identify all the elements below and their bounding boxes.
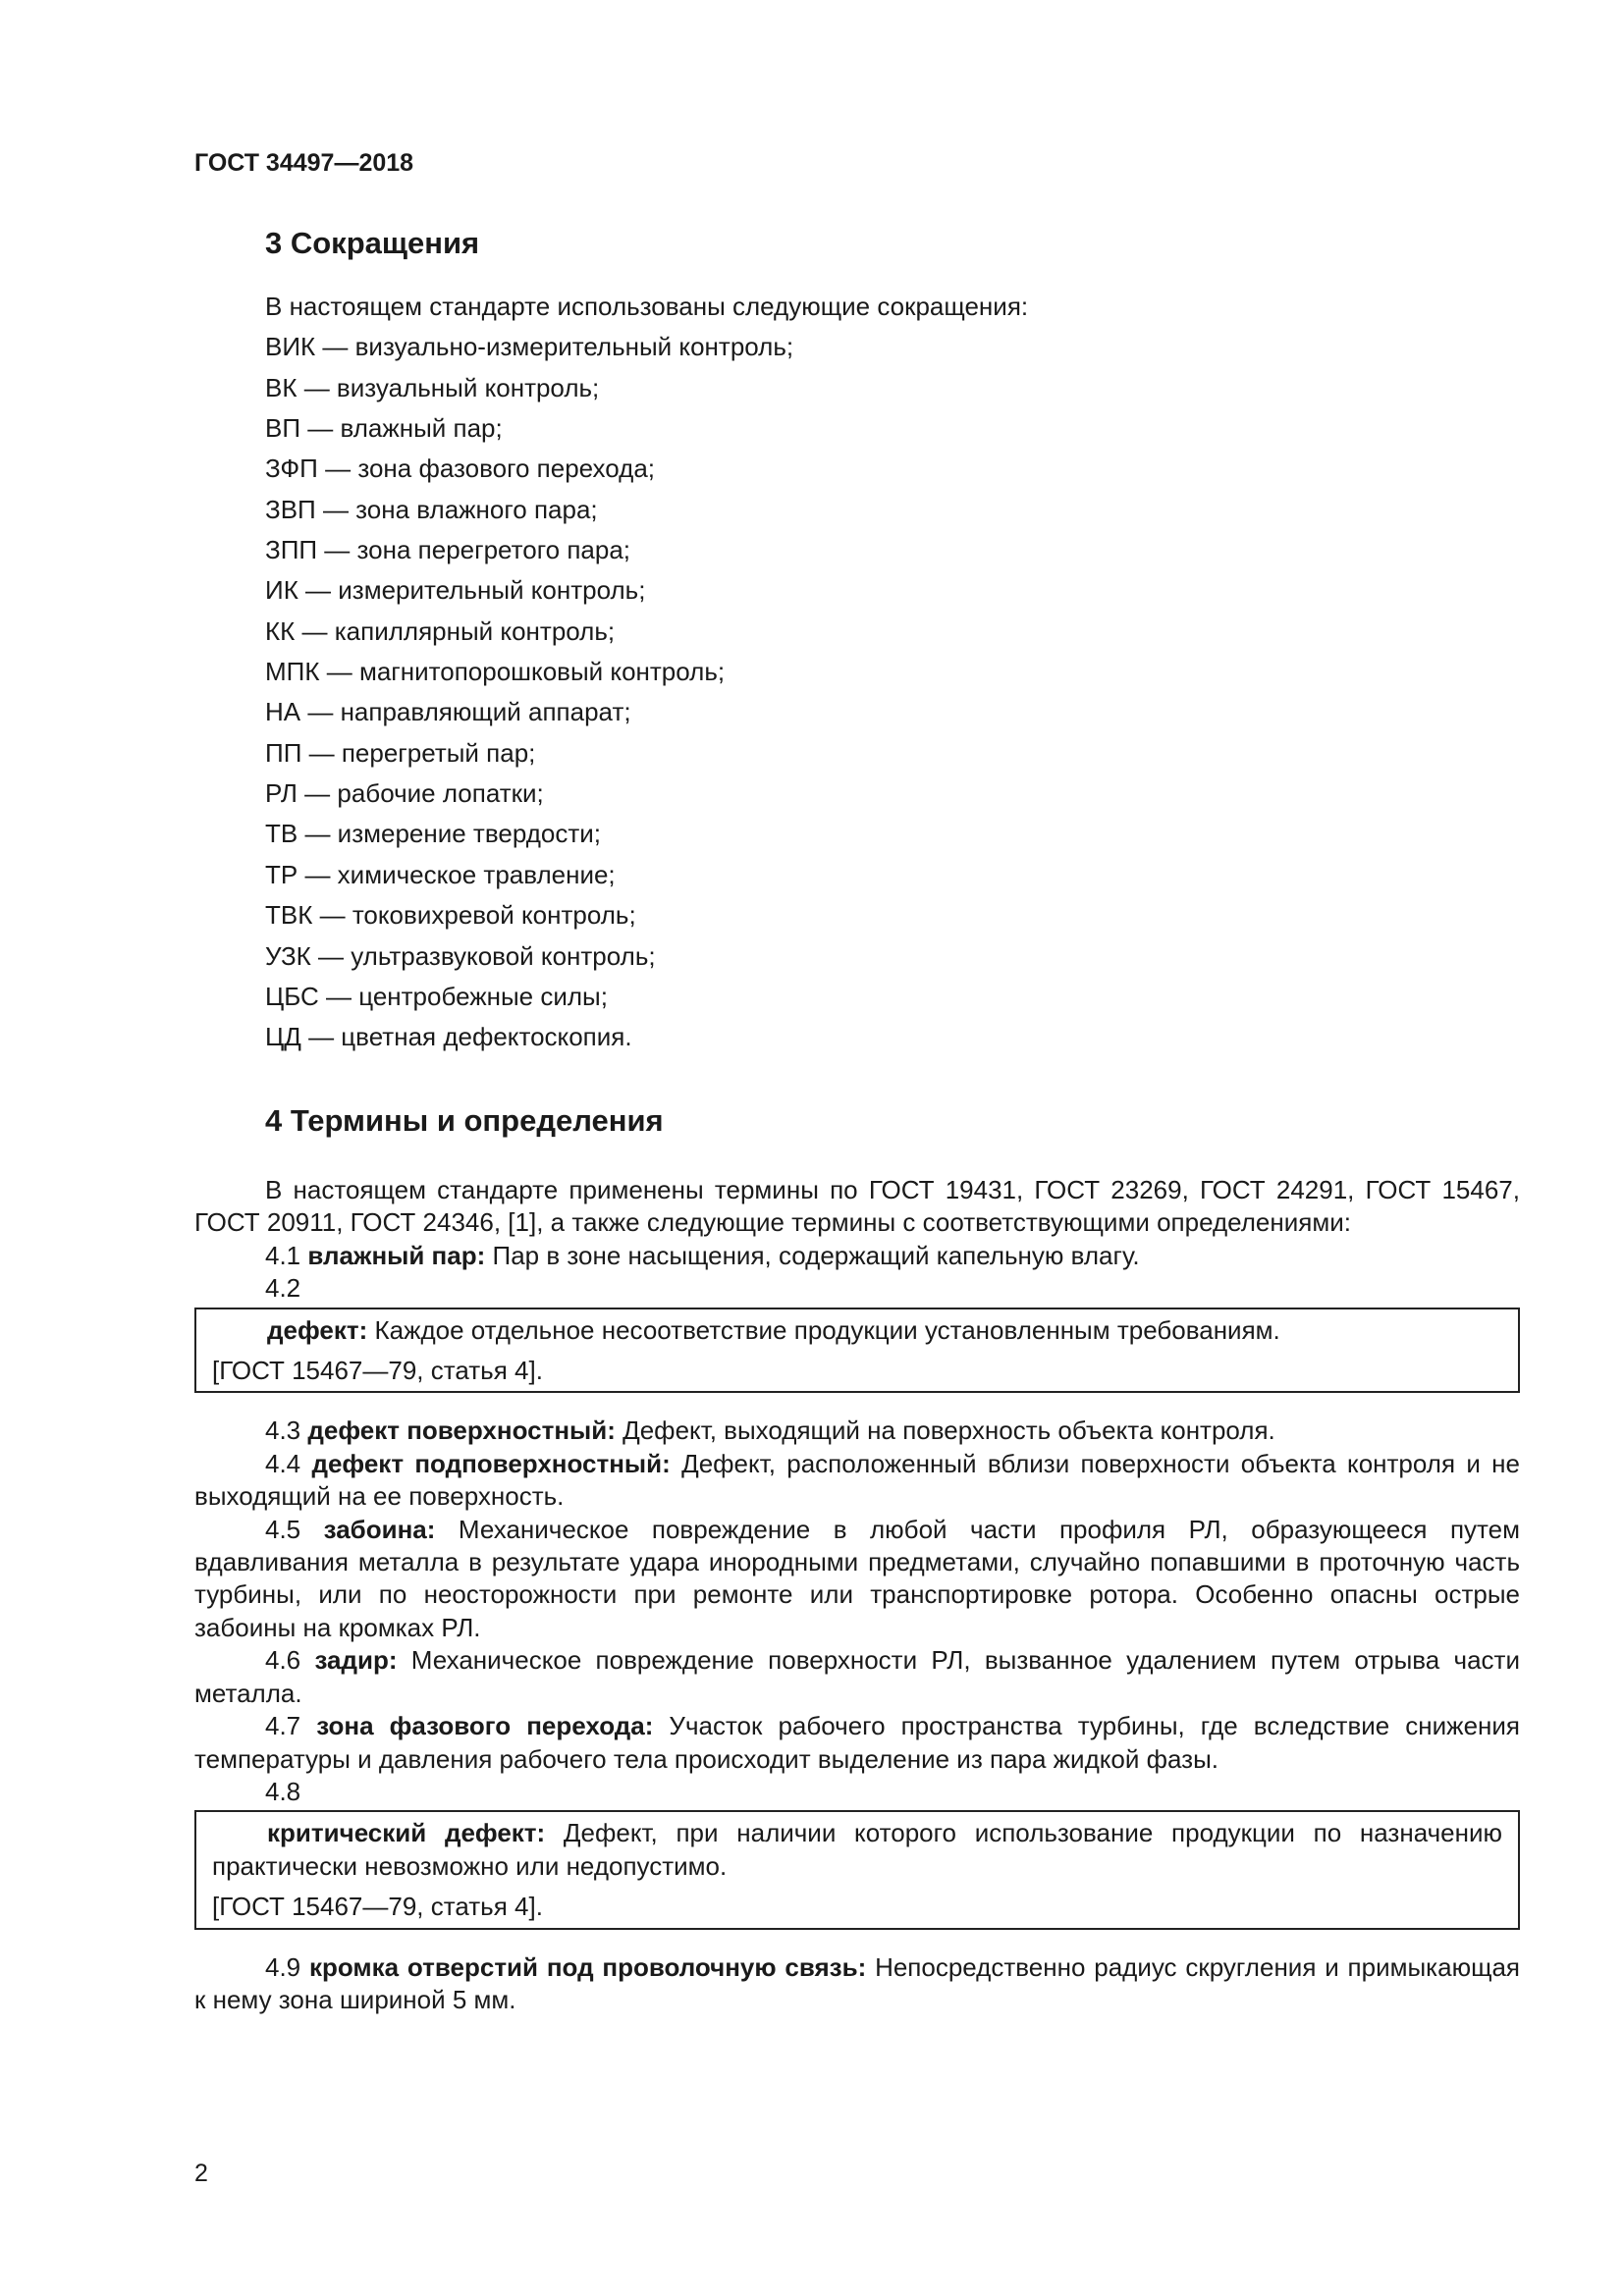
section-4-title: 4 Термины и определения <box>265 1103 664 1138</box>
term-definition: Пар в зоне насыщения, содержащий капельную влагу. <box>492 1240 1140 1270</box>
term-name: кромка отверстий под проволочную связь: <box>308 1951 867 1982</box>
term-definition: Механическое повреждение в любой части профиля РЛ, образующееся путем вдавливания металла в результате удара инородными предметами, случайно попавшими в проточную часть турбины, или по неосторожности при ремонте или транспортировке ротора. Особенно опасны острые забоины на кромках РЛ. <box>194 1514 1520 1642</box>
section-4-intro: В настоящем стандарте применены термины по ГОСТ 19431, ГОСТ 23269, ГОСТ 24291, ГОСТ 15467, ГОСТ 20911, ГОСТ 24346, [1], а также следующие термины с соответствующими определениями: <box>194 1175 1520 1238</box>
term-name: влажный пар: <box>307 1240 486 1270</box>
document-header: ГОСТ 34497—2018 <box>194 149 414 177</box>
term-source: [ГОСТ 15467—79, статья 4]. <box>212 1356 543 1386</box>
list-item: ЦД — цветная дефектоскопия. <box>265 1022 632 1052</box>
list-item: УЗК — ультразвуковой контроль; <box>265 940 656 971</box>
term-4-2-number: 4.2 <box>265 1273 301 1304</box>
term-4-8-number: 4.8 <box>265 1776 301 1806</box>
term-number: 4.4 <box>265 1448 301 1478</box>
term-number: 4.6 <box>265 1645 301 1676</box>
term-4-8-box <box>194 1810 1520 1929</box>
term-name: дефект поверхностный: <box>307 1415 616 1446</box>
term-number: 4.5 <box>265 1514 301 1544</box>
term-4-8 <box>196 1817 1518 1883</box>
list-item: МПК — магнитопорошковый контроль; <box>265 657 726 687</box>
term-definition: Каждое отдельное несоответствие продукции установленным требованиям. <box>374 1314 1280 1345</box>
list-item: РЛ — рабочие лопатки; <box>265 778 544 809</box>
term-number: 4.9 <box>265 1951 301 1982</box>
term-name: критический дефект: <box>267 1818 546 1848</box>
list-item: ВП — влажный пар; <box>265 413 503 444</box>
term-number: 4.3 <box>265 1415 301 1446</box>
list-item: ТВК — токовихревой контроль; <box>265 900 636 931</box>
term-4-3 <box>194 1415 1520 1447</box>
abbreviations-intro: В настоящем стандарте использованы следующие сокращения: <box>265 292 1029 321</box>
list-item: ЗПП — зона перегретого пара; <box>265 535 631 565</box>
list-item: ПП — перегретый пар; <box>265 737 536 768</box>
term-4-5 <box>194 1514 1520 1645</box>
list-item: ВК — визуальный контроль; <box>265 372 600 402</box>
term-definition: Дефект, при наличии которого использование продукции по назначению практически невозможно или недопустимо. <box>212 1818 1502 1881</box>
term-name: зона фазового перехода: <box>316 1711 654 1741</box>
list-item: ВИК — визуально-измерительный контроль; <box>265 332 794 362</box>
term-name: дефект: <box>267 1314 368 1345</box>
term-number: 4.1 <box>265 1240 301 1270</box>
term-definition: Участок рабочего пространства турбины, где вследствие снижения температуры и давления рабочего тела происходит выделение из пара жидкой фазы. <box>194 1711 1520 1774</box>
term-definition: Механическое повреждение поверхности РЛ, вызванное удалением путем отрыва части металла. <box>194 1645 1520 1708</box>
term-4-9 <box>194 1951 1520 2017</box>
term-name: задир: <box>314 1645 398 1676</box>
list-item: ЗВП — зона влажного пара; <box>265 494 598 524</box>
list-item: КК — капиллярный контроль; <box>265 615 616 646</box>
term-source: [ГОСТ 15467—79, статья 4]. <box>212 1892 543 1922</box>
term-definition: Дефект, выходящий на поверхность объекта контроля. <box>623 1415 1275 1446</box>
list-item: ЗФП — зона фазового перехода; <box>265 454 656 484</box>
term-4-2 <box>196 1314 1518 1347</box>
term-4-4 <box>194 1448 1520 1514</box>
term-4-1 <box>194 1240 1520 1272</box>
term-name: дефект подповерхностный: <box>311 1448 671 1478</box>
term-name: забоина: <box>323 1514 436 1544</box>
term-definition: Непосредственно радиус скругления и примыкающая к нему зона шириной 5 мм. <box>194 1951 1520 2014</box>
term-number: 4.7 <box>265 1711 301 1741</box>
term-definition: Дефект, расположенный вблизи поверхности объекта контроля и не выходящий на ее поверхность. <box>194 1448 1520 1512</box>
list-item: ТР — химическое травление; <box>265 859 616 889</box>
section-3-title: 3 Сокращения <box>265 226 480 260</box>
term-4-7 <box>194 1710 1520 1776</box>
list-item: ИК — измерительный контроль; <box>265 575 646 606</box>
list-item: НА — направляющий аппарат; <box>265 697 631 727</box>
term-4-2-box <box>194 1308 1520 1394</box>
section-4-body <box>194 1174 1520 2016</box>
list-item: ЦБС — центробежные силы; <box>265 981 608 1011</box>
abbreviations-list <box>265 287 1028 1058</box>
term-4-6 <box>194 1644 1520 1710</box>
page-number: 2 <box>194 2160 208 2187</box>
list-item: ТВ — измерение твердости; <box>265 819 601 849</box>
